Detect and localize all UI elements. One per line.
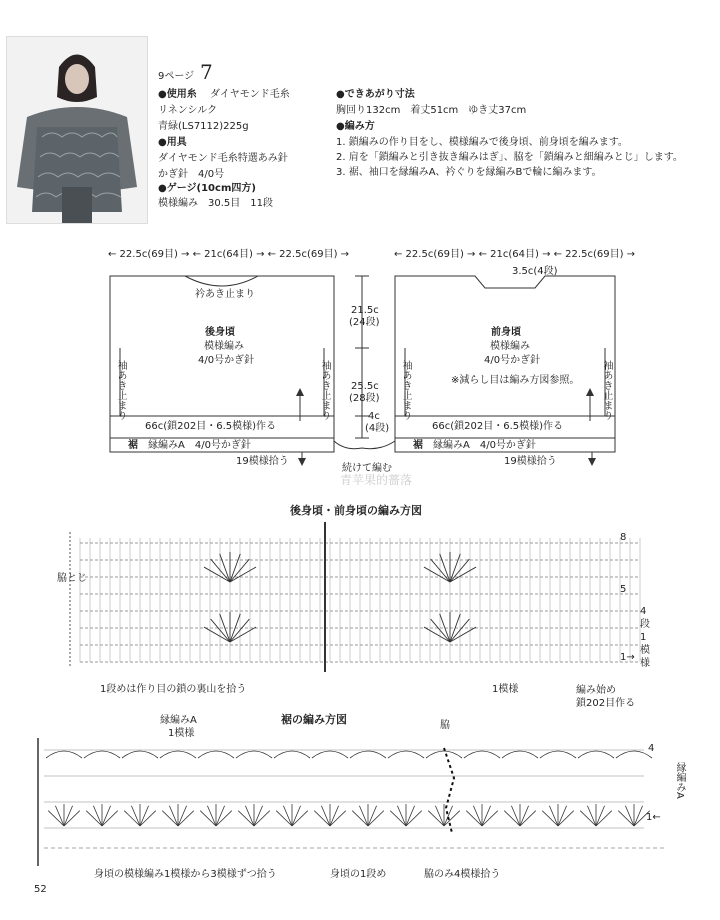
side-seam-label: 脇とじ — [57, 573, 87, 584]
chart2-fan-stitch — [558, 811, 574, 826]
chart2-fan-stitch — [520, 806, 529, 826]
chart2-picot-arc — [350, 751, 386, 758]
chart2-fan-stitch — [162, 811, 178, 826]
chart2-picot-arc — [236, 751, 272, 758]
chart2-fan-stitch — [444, 806, 453, 826]
tools-heading: ●用具 — [158, 137, 187, 148]
chart2-fan-stitch — [352, 811, 368, 826]
chart1-fan-stitch — [204, 627, 230, 642]
chart2-fan-stitch — [482, 811, 498, 826]
gauge-value: 模様編み 30.5目 11段 — [158, 198, 273, 209]
front-pattern: 模様編み — [490, 341, 530, 352]
row-5-label: 5 — [620, 584, 627, 595]
chart2-fan-stitch — [55, 806, 64, 826]
chart2-fan-stitch — [435, 806, 444, 826]
chart2-fan-stitch — [542, 811, 558, 826]
model-photo — [6, 36, 148, 224]
chart2-fan-stitch — [238, 811, 254, 826]
chain-count-label: 鎖202目作る — [576, 698, 636, 709]
chart2-fan-stitch — [587, 806, 596, 826]
chart2-picot-arc — [540, 751, 576, 758]
chart2-picot-arc — [578, 751, 614, 758]
pattern-number: 7 — [200, 60, 213, 84]
chart2-fan-stitch — [618, 811, 634, 826]
chart2-fan-stitch — [428, 811, 444, 826]
row-8-label: 8 — [620, 532, 627, 543]
dim-21-5: 21.5c — [351, 305, 379, 316]
yarn-color: 青緑(LS7112)225g — [158, 121, 249, 132]
finished-value: 胸回り132cm 着丈51cm ゆき丈37cm — [336, 105, 527, 116]
chart2-picot-arc — [502, 751, 538, 758]
chart1-fan-stitch — [230, 559, 249, 582]
chart2-fan-stitch — [466, 811, 482, 826]
front-top-dimensions: ← 22.5c(69目) → ← 21c(64目) → ← 22.5c(69目) → — [394, 249, 636, 260]
chart2-picot-arc — [312, 751, 348, 758]
chart2-fan-stitch — [397, 806, 406, 826]
front-sleeve-stop-right: 袖あき止まり — [601, 360, 612, 420]
chart2-picot-arc — [388, 751, 424, 758]
dim-25-5: 25.5c — [351, 381, 379, 392]
chart2-side-join — [444, 748, 454, 833]
yarn-brand: ダイヤモンド毛糸 — [210, 89, 290, 100]
neck-depth-label: 3.5c(4段) — [512, 266, 558, 277]
chart2-fan-stitch — [178, 806, 187, 826]
page-number: 52 — [34, 884, 47, 895]
chart1-fan-stitch — [220, 554, 230, 582]
rows-4: (4段) — [365, 423, 390, 434]
chart2-fan-stitch — [292, 806, 301, 826]
chart2-picot-arc — [160, 751, 196, 758]
back-hook: 4/0号かぎ針 — [198, 355, 255, 366]
chart2-picot-arc — [426, 751, 462, 758]
chart1-fan-stitch — [211, 559, 230, 582]
finished-heading: ●できあがり寸法 — [336, 89, 415, 100]
method-step-3: 3. 裾、袖口を縁編みA、衿ぐりを縁編みBで輪に編みます。 — [336, 167, 602, 178]
hem-note-mid: 身頃の1段め — [330, 869, 387, 880]
chart2-fan-stitch — [254, 811, 270, 826]
chart2-fan-stitch — [216, 811, 232, 826]
page-ref: 9ページ — [158, 71, 195, 82]
hem-note-left: 身頃の模様編み1模様から3模様ずつ拾う — [94, 869, 277, 880]
chart1-fan-stitch — [450, 619, 469, 642]
chart2-fan-stitch — [359, 806, 368, 826]
chart1-fan-stitch — [450, 554, 460, 582]
rows-28: (28段) — [349, 393, 380, 404]
chart2-fan-stitch — [276, 811, 292, 826]
chart1-fan-stitch — [424, 627, 450, 642]
front-title: 前身頃 — [491, 327, 521, 338]
chart2-fan-stitch — [520, 811, 536, 826]
gauge-heading: ●ゲージ(10cm四方) — [158, 183, 256, 194]
chart1-fan-stitch — [450, 567, 476, 582]
chart2-fan-stitch — [596, 811, 612, 826]
chart2-fan-stitch — [207, 806, 216, 826]
chart1-title: 後身頃・前身頃の編み方図 — [290, 504, 422, 517]
chart2-picot-arc — [122, 751, 158, 758]
yarn-heading: ●使用糸 — [158, 89, 197, 100]
front-edge-a: 縁編みA 4/0号かぎ針 — [433, 440, 536, 451]
chart2-fan-stitch — [254, 806, 263, 826]
one-repeat-label: 1模様 — [492, 684, 519, 695]
side-marker: 脇 — [440, 720, 450, 731]
four-rows-d: 模 — [640, 645, 650, 656]
chart2-fan-stitch — [390, 811, 406, 826]
four-rows-e: 様 — [640, 658, 650, 669]
chart2-fan-stitch — [473, 806, 482, 826]
chart2-picot-arc — [616, 751, 652, 758]
four-rows-c: 1 — [640, 632, 647, 643]
edge-a-label: 縁編みA — [160, 715, 197, 726]
back-cast-on: 66c(鎖202目・6.5模様)作る — [145, 421, 277, 432]
chart2-picot-arc — [198, 751, 234, 758]
chart2-picot-arc — [46, 751, 82, 758]
hem-edge-side: 縁編みA — [674, 762, 685, 799]
chart2-fan-stitch — [216, 806, 225, 826]
chart2-fan-stitch — [580, 811, 596, 826]
back-edge-a: 縁編みA 4/0号かぎ針 — [148, 440, 251, 451]
chart2-fan-stitch — [634, 806, 643, 826]
yarn-name: リネンシルク — [158, 105, 218, 116]
chart1-fan-stitch — [450, 627, 476, 642]
chart2-fan-stitch — [124, 811, 140, 826]
chart1-fan-stitch — [440, 554, 450, 582]
method-step-1: 1. 鎖編みの作り目をし、模様編みで後身頃、前身頃を編みます。 — [336, 137, 628, 148]
four-rows-a: 4 — [640, 606, 647, 617]
chart2-fan-stitch — [86, 811, 102, 826]
back-hem-label: 裾 — [128, 440, 138, 451]
front-pick-up: 19模様拾う — [504, 456, 557, 467]
model-illustration — [7, 37, 147, 223]
front-hem-label: 裾 — [413, 440, 423, 451]
chart2-fan-stitch — [178, 811, 194, 826]
tools-line-1: ダイヤモンド毛糸特選あみ針 — [158, 153, 288, 164]
front-sleeve-stop-left: 袖あき止まり — [400, 360, 411, 420]
chart2-picot-arc — [274, 751, 310, 758]
chart2-picot-arc — [84, 751, 120, 758]
chart1-fan-stitch — [450, 559, 469, 582]
chart2-fan-stitch — [140, 806, 149, 826]
hem-row-1: 1← — [646, 812, 661, 823]
chart2-fan-stitch — [140, 811, 156, 826]
neck-stop-label: 衿あき止まり — [195, 289, 255, 300]
back-sleeve-stop-left: 袖あき止まり — [115, 360, 126, 420]
method-heading: ●編み方 — [336, 121, 375, 132]
hem-stitch-chart — [34, 738, 674, 866]
chart2-fan-stitch — [406, 811, 422, 826]
chart1-fan-stitch — [230, 619, 249, 642]
back-title: 後身頃 — [205, 327, 235, 338]
chart2-fan-stitch — [169, 806, 178, 826]
edge-one-repeat: 1模様 — [168, 728, 195, 739]
body-stitch-chart — [60, 522, 660, 672]
dim-4: 4c — [368, 411, 380, 422]
chart2-fan-stitch — [64, 811, 80, 826]
chart2-fan-stitch — [245, 806, 254, 826]
chart2-fan-stitch — [93, 806, 102, 826]
chart2-fan-stitch — [368, 811, 384, 826]
chart2-fan-stitch — [596, 806, 605, 826]
start-label: 編み始め — [576, 685, 616, 696]
back-top-dimensions: ← 22.5c(69目) → ← 21c(64目) → ← 22.5c(69目) → — [108, 249, 350, 260]
front-hook: 4/0号かぎ針 — [484, 355, 541, 366]
continue-label: 続けて編む — [342, 463, 392, 474]
chart2-fan-stitch — [482, 806, 491, 826]
chart2-fan-stitch — [48, 811, 64, 826]
chart1-fan-stitch — [230, 627, 256, 642]
chart2-fan-stitch — [558, 806, 567, 826]
chart2-fan-stitch — [283, 806, 292, 826]
front-cast-on: 66c(鎖202目・6.5模様)作る — [432, 421, 564, 432]
hem-row-4: 4 — [648, 743, 655, 754]
method-step-2: 2. 肩を「鎖編みと引き抜き編みはぎ」、脇を「鎖編みと細編みとじ」します。 — [336, 152, 683, 163]
chart2-fan-stitch — [368, 806, 377, 826]
chart2-fan-stitch — [321, 806, 330, 826]
schematic-diagram — [0, 236, 720, 466]
chart1-fan-stitch — [431, 559, 450, 582]
chart2-fan-stitch — [330, 806, 339, 826]
rows-24: (24段) — [349, 317, 380, 328]
chart2-fan-stitch — [200, 811, 216, 826]
hem-note-right: 脇のみ4模様拾う — [424, 869, 501, 880]
chart2-fan-stitch — [314, 811, 330, 826]
chart2-fan-stitch — [102, 811, 118, 826]
chart2-fan-stitch — [625, 806, 634, 826]
chart2-fan-stitch — [549, 806, 558, 826]
tools-line-2: かぎ針 4/0号 — [158, 169, 225, 180]
chart1-fan-stitch — [211, 619, 230, 642]
back-pick-up: 19模様拾う — [236, 456, 289, 467]
chart1-fan-stitch — [204, 567, 230, 582]
chart1-fan-stitch — [230, 554, 240, 582]
chart1-fan-stitch — [431, 619, 450, 642]
chart2-fan-stitch — [330, 811, 346, 826]
chart2-fan-stitch — [511, 806, 520, 826]
four-rows-b: 段 — [640, 619, 650, 630]
back-sleeve-stop-right: 袖あき止まり — [319, 360, 330, 420]
chart2-fan-stitch — [292, 811, 308, 826]
chart2-fan-stitch — [131, 806, 140, 826]
chart2-fan-stitch — [64, 806, 73, 826]
chart1-fan-stitch — [230, 567, 256, 582]
watermark: 青苹果的薔落 — [340, 473, 413, 487]
chart2-fan-stitch — [102, 806, 111, 826]
chart2-fan-stitch — [406, 806, 415, 826]
decrease-note: ※減らし目は編み方図参照。 — [451, 375, 580, 386]
back-pattern: 模様編み — [204, 341, 244, 352]
chart2-title: 裾の編み方図 — [281, 713, 347, 726]
first-row-note: 1段めは作り目の鎖の裏山を拾う — [100, 684, 247, 695]
chart1-fan-stitch — [424, 567, 450, 582]
row-1-label: 1→ — [620, 652, 635, 663]
chart2-fan-stitch — [504, 811, 520, 826]
chart2-picot-arc — [464, 751, 500, 758]
